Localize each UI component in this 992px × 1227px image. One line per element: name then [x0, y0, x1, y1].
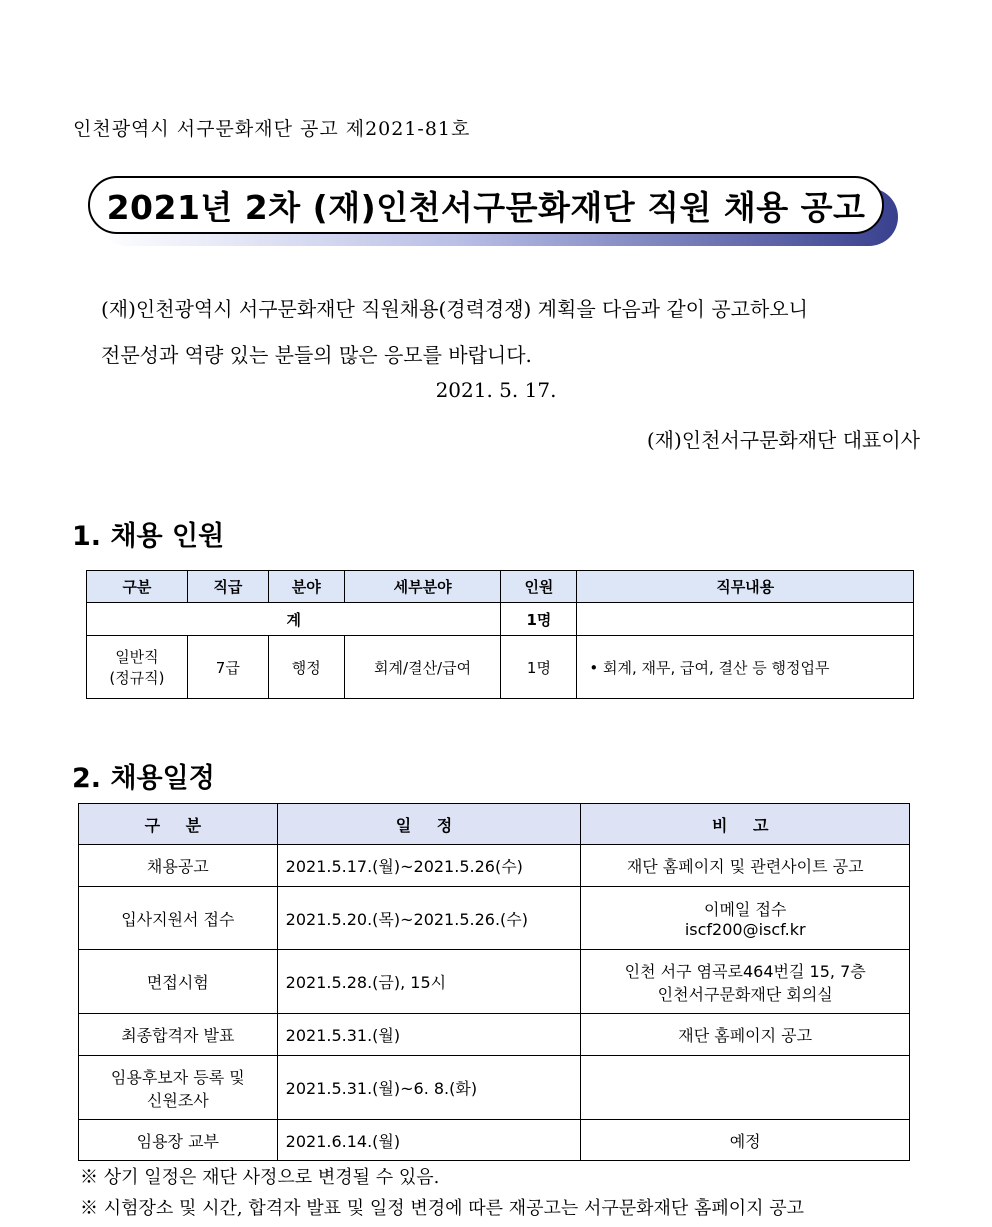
schedule-note	[581, 887, 910, 950]
table-row	[79, 845, 910, 887]
count-cell: 1명	[501, 636, 577, 699]
page-title: 2021년 2차 (재)인천서구문화재단 직원 채용 공고	[106, 187, 866, 227]
note-line-1: 이메일 접수	[704, 900, 787, 919]
category-line-2: (정규직)	[109, 669, 165, 687]
schedule-note	[581, 1056, 910, 1120]
schedule-note: 재단 홈페이지 공고	[581, 1014, 910, 1056]
category-cell	[87, 636, 188, 699]
header-cell: 인원	[501, 571, 577, 603]
intro-paragraph	[101, 286, 921, 378]
subfield-cell: 회계/결산/급여	[344, 636, 501, 699]
intro-line-2: 전문성과 역량 있는 분들의 많은 응모를 바랍니다.	[101, 343, 532, 367]
announcement-date: 2021. 5. 17.	[435, 378, 557, 402]
schedule-item: 채용공고	[79, 845, 278, 887]
schedule-item: 입사지원서 접수	[79, 887, 278, 950]
header-cell: 일 정	[277, 804, 581, 845]
item-line-2: 신원조사	[146, 1090, 209, 1110]
email-address: iscf200@iscf.kr	[684, 920, 806, 939]
section1-heading: 1. 채용 인원	[72, 521, 225, 552]
schedule-item: 최종합격자 발표	[79, 1014, 278, 1056]
schedule-date: 2021.5.20.(목)~2021.5.26.(수)	[277, 887, 581, 950]
grade-cell: 7급	[187, 636, 268, 699]
schedule-note: 재단 홈페이지 및 관련사이트 공고	[581, 845, 910, 887]
table-row	[79, 950, 910, 1014]
header-cell: 비 고	[581, 804, 910, 845]
duties-cell: • 회계, 재무, 급여, 결산 등 행정업무	[577, 636, 914, 699]
header-cell: 구 분	[79, 804, 278, 845]
category-line-1: 일반직	[115, 648, 159, 666]
table-row	[87, 636, 914, 699]
table-row	[79, 1120, 910, 1161]
table-row	[79, 887, 910, 950]
total-row	[87, 603, 914, 636]
total-label: 계	[87, 603, 501, 636]
header-cell: 세부분야	[344, 571, 501, 603]
table-header-row	[87, 571, 914, 603]
header-cell: 직급	[187, 571, 268, 603]
header-cell: 구분	[87, 571, 188, 603]
total-count: 1명	[501, 603, 577, 636]
schedule-note: 예정	[581, 1120, 910, 1161]
header-cell: 직무내용	[577, 571, 914, 603]
note-line-2: 인천서구문화재단 회의실	[657, 984, 833, 1004]
intro-line-1: (재)인천광역시 서구문화재단 직원채용(경력경쟁) 계획을 다음과 같이 공고하오니	[101, 297, 808, 321]
schedule-date: 2021.5.17.(월)~2021.5.26(수)	[277, 845, 581, 887]
schedule-note	[581, 950, 910, 1014]
table-header-row	[79, 804, 910, 845]
table-row	[79, 1014, 910, 1056]
field-cell: 행정	[268, 636, 344, 699]
title-box	[88, 176, 884, 234]
schedule-date: 2021.6.14.(월)	[277, 1120, 581, 1161]
schedule-date: 2021.5.28.(금), 15시	[277, 950, 581, 1014]
section2-heading: 2. 채용일정	[72, 763, 215, 794]
schedule-item	[79, 1056, 278, 1120]
table-row	[79, 1056, 910, 1120]
signer: (재)인천서구문화재단 대표이사	[646, 428, 920, 452]
schedule-date: 2021.5.31.(월)	[277, 1014, 581, 1056]
schedule-item: 임용장 교부	[79, 1120, 278, 1161]
schedule-table	[78, 803, 910, 1161]
notice-number: 인천광역시 서구문화재단 공고 제2021-81호	[73, 118, 471, 140]
schedule-item: 면접시험	[79, 950, 278, 1014]
title-banner	[88, 176, 900, 248]
footnote: ※ 상기 일정은 재단 사정으로 변경될 수 있음.	[80, 1167, 440, 1188]
total-empty	[577, 603, 914, 636]
note-line-1: 인천 서구 염곡로464번길 15, 7층	[624, 961, 866, 981]
recruitment-table	[86, 570, 914, 699]
item-line-1: 임용후보자 등록 및	[110, 1067, 245, 1087]
schedule-date: 2021.5.31.(월)~6. 8.(화)	[277, 1056, 581, 1120]
footnote: ※ 시험장소 및 시간, 합격자 발표 및 일정 변경에 따른 재공고는 서구문화재단 홈페이지 공고	[80, 1198, 805, 1219]
header-cell: 분야	[268, 571, 344, 603]
